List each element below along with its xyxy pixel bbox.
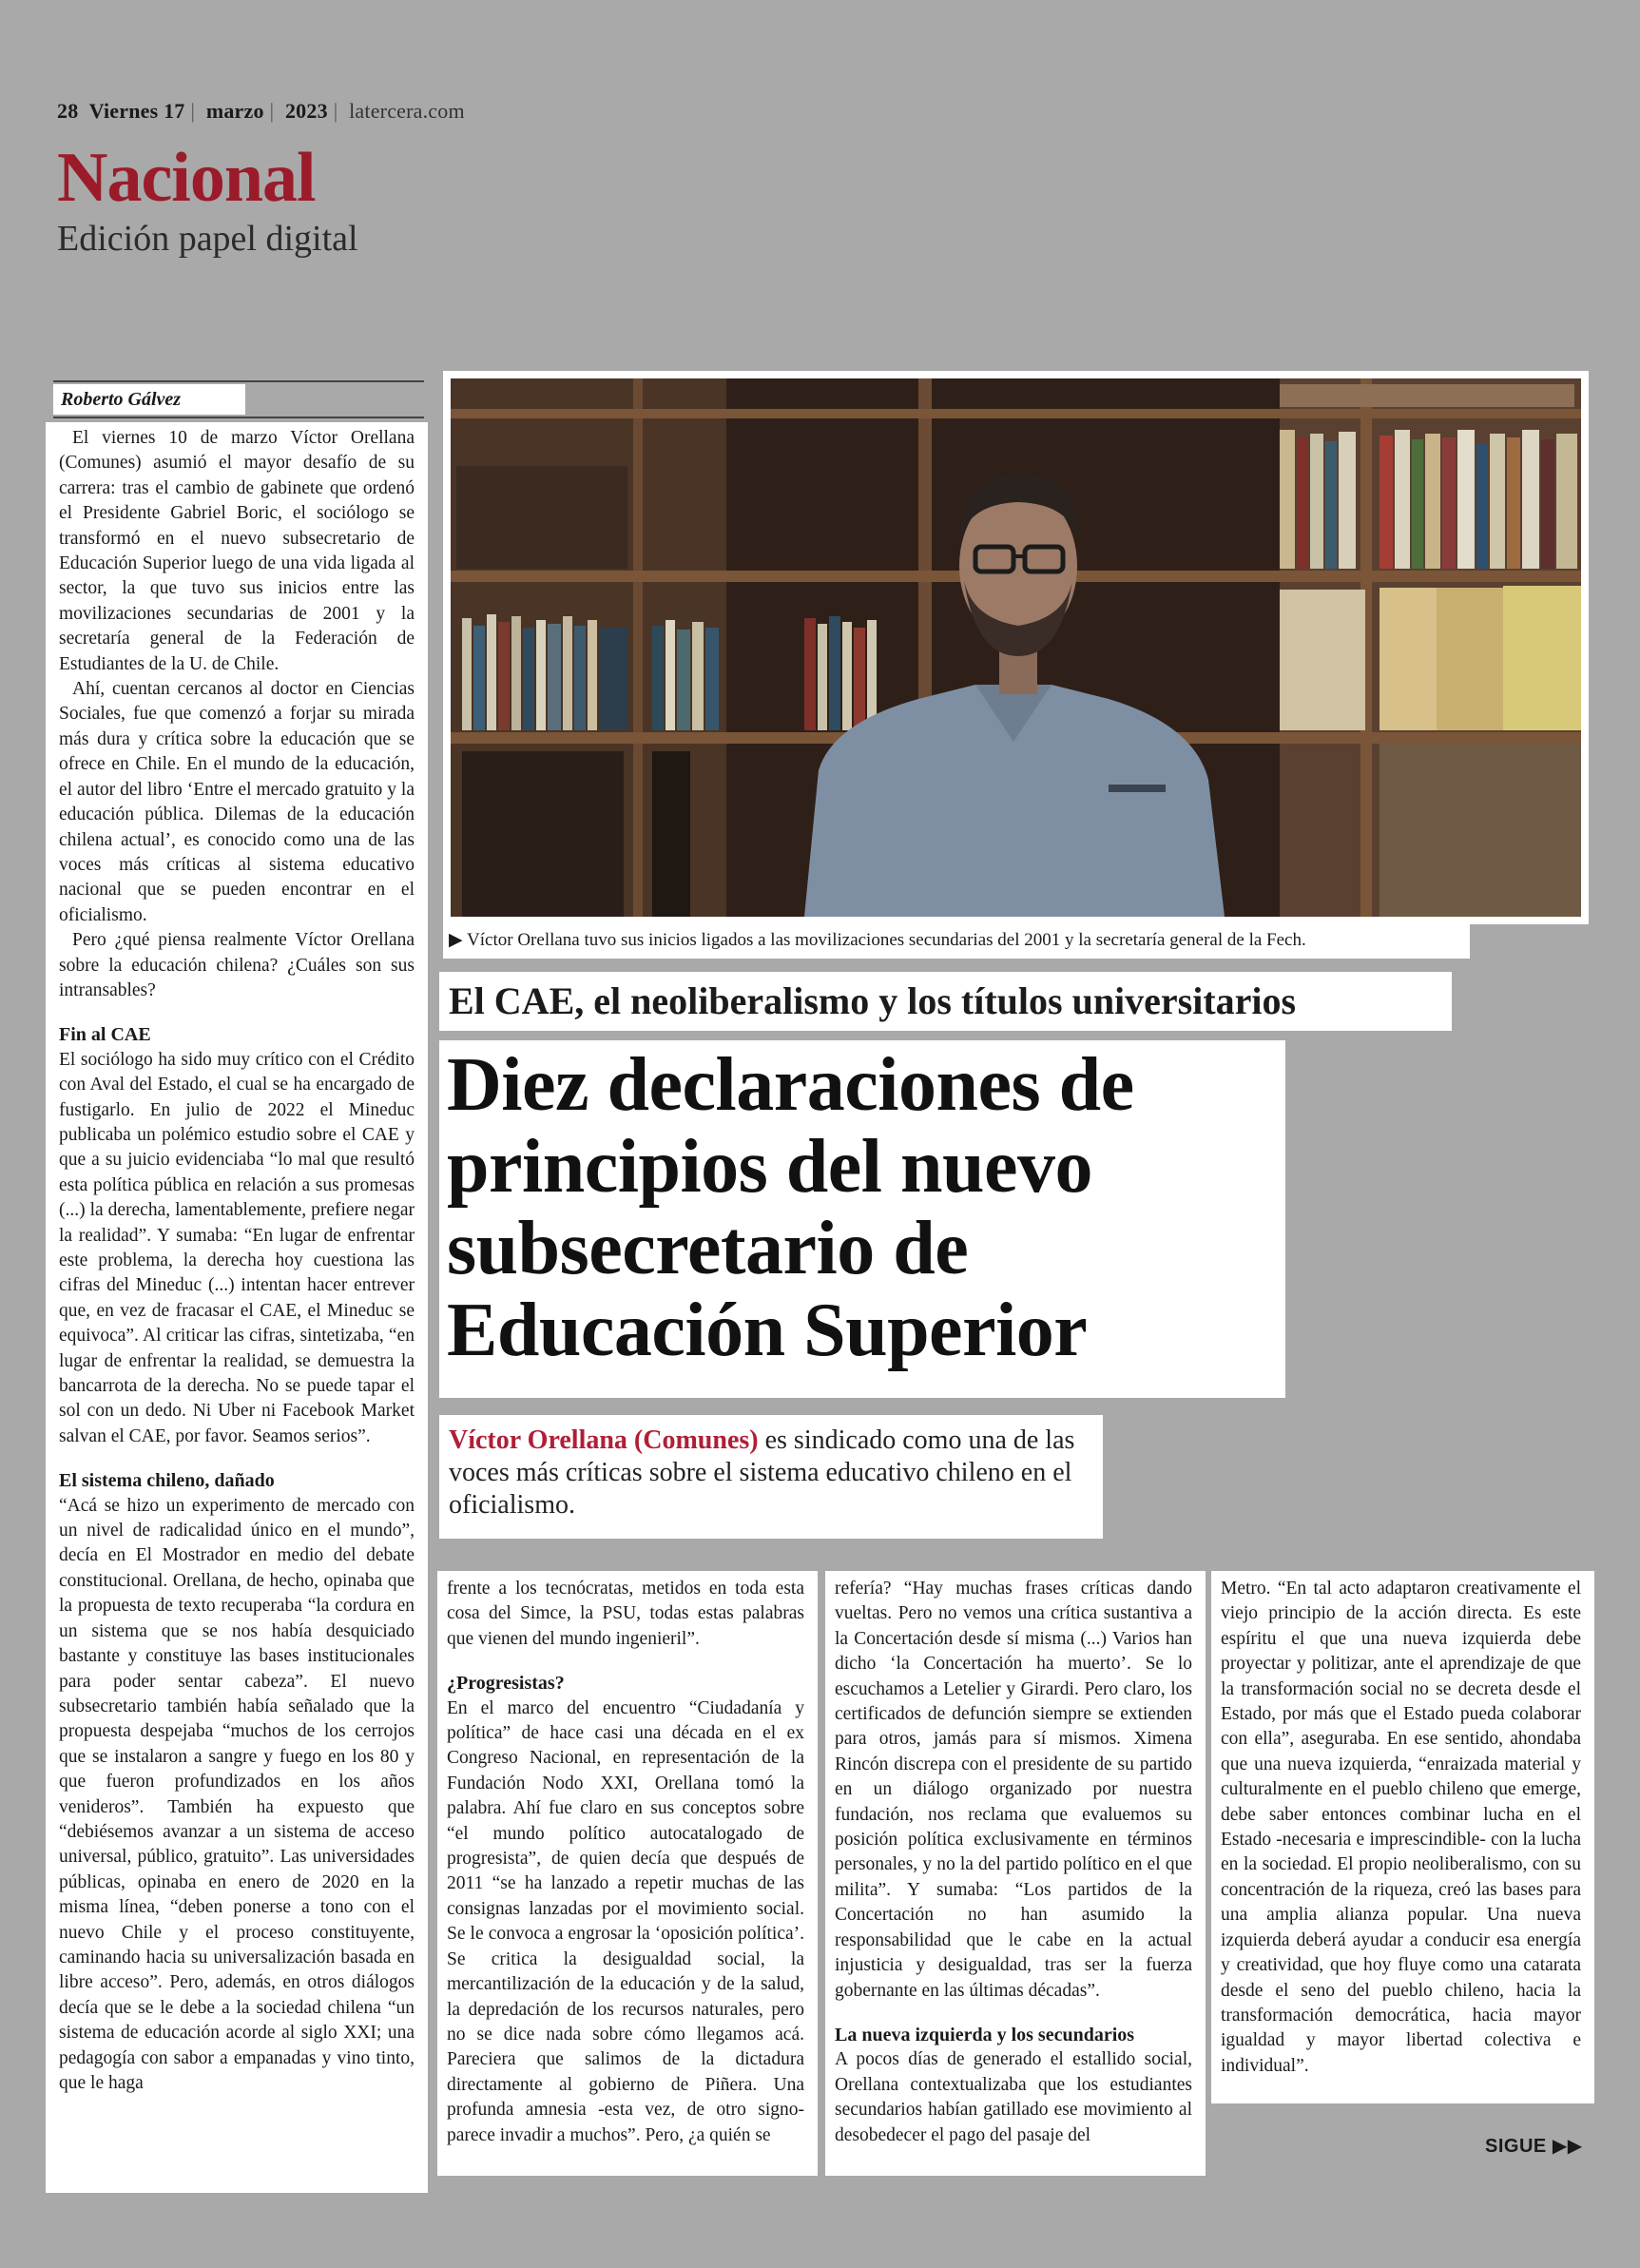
subheading: Fin al CAE bbox=[59, 1024, 151, 1046]
subheading: El sistema chileno, dañado bbox=[59, 1470, 275, 1492]
article-column-3 bbox=[825, 1571, 1206, 2176]
lead-name: Víctor Orellana (Comunes) bbox=[449, 1425, 759, 1455]
paragraph: El sociólogo ha sido muy crítico con el Crédito con Aval del Estado, el cual se ha encargado de fustigarlo. En julio de 2022 el Mineduc publicaba un polémico estudio sobre el CAE y que a su juicio evidenciaba “lo mal que resultó esta política pública en relación a sus promesas (...) la derecha, lamentablemente, prefiere negar la realidad”. Y sumaba: “En lugar de enfrentar este problema, la derecha hoy cuestiona las cifras del Mineduc (...) intentan hacer entrever que, en vez de fracasar el CAE, el Mineduc se equivoca”. Al criticar las cifras, sintetizaba, “en lugar de enfrentar la realidad, se demuestra la bancarrota de la derecha. No se puede tapar el sol con un dedo. Ni Uber ni Facebook Market salvan el CAE, por favor. Seamos serios”. bbox=[59, 1049, 415, 1446]
paragraph: refería? “Hay muchas frases críticas dando vueltas. Pero no vemos una crítica sustantiva a la Concertación desde sí misma (...) Varios han dicho ‘la Concertación ha muerto’. Se lo escuchamos a Letelier y Girardi. Pero claro, los certificados de defunción siempre se extienden para otros, jamás para sí mismos. Ximena Rincón discrepa con el presidente de su partido en un diálogo organizado por nuestra fundación, nos reclama que evaluemos su posición política exclusivamente en términos personales, y no la del partido político en el que milita”. Y sumaba: “Los partidos de la Concertación no han asumido la responsabilidad que le cabe en la actual injusticia y desigualdad, tras ser la fuerza gobernante en las últimas décadas”. bbox=[835, 1579, 1192, 2001]
photo-illustration bbox=[443, 371, 1589, 924]
section-title: Nacional bbox=[57, 139, 316, 217]
folio-day: Viernes 17 bbox=[88, 99, 185, 123]
folio-year: 2023 bbox=[284, 99, 328, 123]
edition-label: Edición papel digital bbox=[57, 219, 358, 259]
page-number: 28 bbox=[57, 99, 79, 123]
paragraph: Ahí, cuentan cercanos al doctor en Ciencias Sociales, fue que comenzó a forjar su mirada más dura y crítica sobre la educación que se ofrece en Chile. En el mundo de la educación, el autor del libro ‘Entre el mercado gratuito y la educación pública. Dilemas de la educación chilena actual’, es conocido como una de las voces más críticas al sistema educativo nacional que se pueden encontrar en el oficialismo. bbox=[59, 679, 415, 925]
folio-site: latercera.com bbox=[349, 99, 465, 123]
lead-paragraph bbox=[439, 1415, 1103, 1539]
article-column-2 bbox=[437, 1571, 818, 2176]
play-triangle-icon: ▶ bbox=[449, 930, 463, 950]
byline-box bbox=[53, 380, 424, 418]
double-arrow-right-icon: ▶▶ bbox=[1552, 2136, 1583, 2157]
photo-caption bbox=[443, 922, 1470, 959]
paragraph: El viernes 10 de marzo Víctor Orellana (Comunes) asumió el mayor desafío de su carrera: tras el cambio de gabinete que ordenó el Presidente Gabriel Boric, el sociólogo se transformó en el nuevo subsecretario de Educación Superior luego de una vida ligada al sector, la que tuvo sus inicios entre las movilizaciones secundarias de 2001 y la secretaría general de la Federación de Estudiantes de la U. de Chile. bbox=[59, 428, 415, 674]
caption-text: Víctor Orellana tuvo sus inicios ligados a las movilizaciones secundarias del 2001 y la secretaría general de la Fech. bbox=[467, 930, 1306, 950]
subheading: La nueva izquierda y los secundarios bbox=[835, 2024, 1135, 2045]
lead-text: es sindicado como una de las voces más críticas sobre el sistema educativo chileno en el oficialismo. bbox=[449, 1425, 1075, 1520]
folio-month: marzo bbox=[205, 99, 264, 123]
kicker: El CAE, el neoliberalismo y los títulos universitarios bbox=[439, 972, 1452, 1031]
paragraph: En el marco del encuentro “Ciudadanía y política” de hace casi una década en el ex Congreso Nacional, en representación de la Fundación Nodo XXI, Orellana tomó la palabra. Ahí fue claro en sus conceptos sobre “el mundo político autocatalogado de progresista”, de quien decía que después de 2011 “se ha lanzado a repetir muchas de las consignas lanzadas por el movimiento social. Se le convoca a engrosar la ‘oposición política’. Se critica la desigualdad social, la mercantilización de la educación y de la salud, la depredación de los recursos naturales, pero no se dice nada sobre cómo llegamos acá. Pareciera que salimos de la dictadura directamente al gobierno de Piñera. Una profunda amnesia -esta vez, de otro signo- parece invadir a muchos”. Pero, ¿a quién se bbox=[447, 1697, 804, 2145]
byline: Roberto Gálvez bbox=[53, 384, 245, 415]
continue-label: SIGUE bbox=[1485, 2136, 1547, 2157]
article-photo bbox=[443, 371, 1589, 924]
paragraph: Metro. “En tal acto adaptaron creativamente el viejo principio de la acción directa. Es este espíritu el que una nueva izquierda debe proyectar y politizar, ante el aprendizaje de que la transformación social no se decreta desde el Estado, por más que el Estado pueda colaborar con ella”, aseguraba. En ese sentido, ahondaba que una nueva izquierda, “enraizada material y culturalmente en el pueblo chileno que emerge, debe saber entonces combinar lucha en el Estado -necesaria e imprescindible- con la lucha en la sociedad. El propio neoliberalismo, con su concentración de la riqueza, creó las bases para una amplia alianza popular. Una nueva izquierda deberá ayudar a conducir esa energía y creatividad, que hoy fluye como una catarata desde el seno del pueblo chileno, hacia la transformación democrática, hacia mayor igualdad y mayor libertad colectiva e individual”. bbox=[1221, 1579, 1581, 2076]
paragraph: A pocos días de generado el estallido social, Orellana contextualizaba que los estudiantes secundarios habían gatillado ese movimiento al desobedecer el pago del pasaje del bbox=[835, 2049, 1192, 2145]
headline: Diez declaraciones de principios del nuevo subsecretario de Educación Superior bbox=[439, 1040, 1285, 1398]
subheading: ¿Progresistas? bbox=[447, 1673, 565, 1695]
paragraph: “Acá se hizo un experimento de mercado con un nivel de radicalidad único en el mundo”, decía en El Mostrador en medio del debate constitucional. Orellana, de hecho, opinaba que la propuesta de texto recuperaba “la cordura en un sistema que se nos había desquiciado bastante y constituye las bases institucionales para poder sentar cabeza”. El nuevo subsecretario también había señalado que la propuesta despejaba “muchos de los cerrojos que se instalaron a sangre y fuego en los 80 y que fueron profundizados en los años venideros”. También ha expuesto que “debiésemos avanzar a un sistema de acceso universal, público, gratuito”. Las universidades públicas, opinaba en enero de 2020 en la misma línea, “deben ponerse a tono con el nuevo Chile y el proceso constituyente, caminando hacia su universalización basada en libre acceso”. Pero, además, en otros diálogos decía que se le debe a la sociedad chilena “un sistema de educación acorde al siglo XXI; una pedagogía con sabor a empanadas y vino tinto, que le haga bbox=[59, 1495, 415, 2093]
continue-marker[interactable] bbox=[1485, 2134, 1583, 2158]
paragraph: Pero ¿qué piensa realmente Víctor Orellana sobre la educación chilena? ¿Cuáles son sus intransables? bbox=[59, 930, 415, 1000]
article-column-4 bbox=[1211, 1571, 1594, 2103]
folio: 28 Viernes 17 | marzo | 2023 | latercera.com bbox=[57, 99, 465, 123]
article-column-1 bbox=[46, 422, 428, 2193]
paragraph: frente a los tecnócratas, metidos en toda esta cosa del Simce, la PSU, todas estas palabras que vienen del mundo ingenieril”. bbox=[447, 1579, 804, 1649]
